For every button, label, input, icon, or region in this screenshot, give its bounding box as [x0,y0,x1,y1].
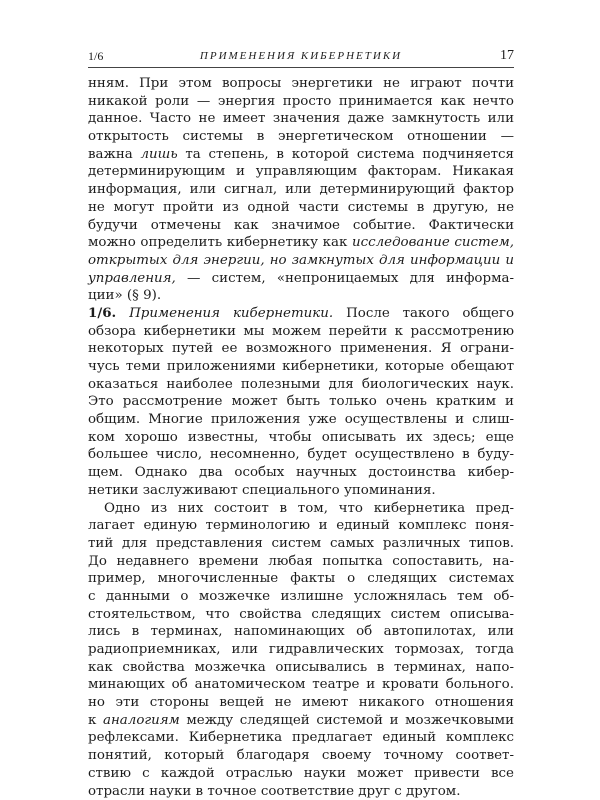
text-segment: Одно из них состоит в том, что кибернетика пред- [104,501,514,516]
text-segment: информация, или сигнал, или детерминирующий фактор [88,182,514,197]
text-line [88,358,514,376]
text-segment: та степень, в которой система подчиняется [178,147,514,162]
text-line [88,694,514,712]
text-segment: пример, многочисленные факты о следящих системах [88,571,514,586]
text-segment: ции» (§ 9). [88,288,161,303]
text-line [88,712,514,730]
text-line [88,376,514,394]
text-segment: лагает единую терминологию и единый комплекс поня- [88,518,514,533]
text-line [88,199,514,217]
text-segment: После такого общего [333,306,514,321]
emphasis-text: Применения кибернетики. [129,306,333,321]
text-segment: нням. При этом вопросы энергетики не играют почти [88,76,514,91]
text-line [88,570,514,588]
emphasis-text: исследование систем, [352,235,514,250]
section-heading-number: 1/6. [88,305,116,321]
text-segment: лись в терминах, напоминающих об автопилотах, или [88,624,514,639]
text-segment: ствию с каждой отраслью науки может привести все [88,766,514,781]
text-segment: — систем, «непроницаемых для информа- [176,271,514,286]
text-segment: отрасли науки в точное соответствие друг с другом. [88,784,460,799]
text-line [88,234,514,252]
text-line [88,482,514,500]
text-segment: обзора кибернетики мы можем перейти к рассмотрению [88,324,514,339]
text-line [88,500,514,518]
text-segment: к [88,713,103,728]
header-rule [88,67,514,68]
text-segment: никакой роли — энергия просто принимается как нечто [88,94,514,109]
section-number: 1/6 [88,46,103,66]
text-segment: с данными о мозжечке излишне усложнялась тем об- [88,589,514,604]
text-line [88,270,514,288]
running-title: ПРИМЕНЕНИЯ КИБЕРНЕТИКИ [88,46,514,66]
text-segment: открытость системы в энергетическом отношении — [88,129,514,144]
text-segment: радиоприемниках, или гидравлических тормозах, тогда [88,642,514,657]
emphasis-text: аналогиям [103,713,180,728]
text-segment: некоторых путей ее возможного применения. Я ограни- [88,341,514,356]
text-segment: можно определить кибернетику как [88,235,352,250]
text-line [88,659,514,677]
text-segment: тий для представления систем самых различных типов. [88,536,514,551]
text-line [88,217,514,235]
text-line [88,553,514,571]
text-line [88,429,514,447]
text-segment [116,306,129,321]
text-segment: нетики заслуживают специального упоминания. [88,483,436,498]
text-line [88,287,514,305]
body-text [88,75,514,800]
text-line [88,765,514,783]
text-line [88,446,514,464]
text-line [88,588,514,606]
text-line [88,606,514,624]
text-line [88,93,514,111]
text-segment: ком хорошо известны, чтобы описывать их здесь; еще [88,430,514,445]
text-line [88,110,514,128]
text-line [88,128,514,146]
text-segment: стоятельством, что свойства следящих систем описыва- [88,607,514,622]
page-number: 17 [500,46,514,66]
text-line [88,340,514,358]
text-line [88,411,514,429]
text-line [88,75,514,93]
text-segment: рефлексами. Кибернетика предлагает единый комплекс [88,730,514,745]
text-segment: детерминирующим и управляющим факторам. Никакая [88,164,514,179]
text-segment: данное. Часто не имеет значения даже замкнутость или [88,111,514,126]
text-segment: оказаться наиболее полезными для биологических наук. [88,377,514,392]
text-line [88,393,514,411]
running-head [88,46,514,66]
text-line [88,181,514,199]
text-segment: будучи отмечены как значимое событие. Фактически [88,218,514,233]
text-line [88,783,514,800]
text-segment: минающих об анатомическом театре и кровати больного. [88,677,514,692]
text-segment: не могут пройти из одной части системы в другую, не [88,200,514,215]
text-line [88,163,514,181]
text-line [88,146,514,164]
emphasis-text: управления, [88,271,176,286]
text-segment: общим. Многие приложения уже осуществлены и слиш- [88,412,514,427]
text-segment: большее число, несомненно, будет осуществлено в буду- [88,447,514,462]
text-line [88,623,514,641]
text-segment: понятий, который благодаря своему точному соответ- [88,748,514,763]
text-line [88,517,514,535]
emphasis-text: лишь [141,147,178,162]
text-segment: Это рассмотрение может быть только очень кратким и [88,394,514,409]
text-line [88,323,514,341]
text-segment: как свойства мозжечка описывались в терминах, напо- [88,660,514,675]
text-segment: чусь теми приложениями кибернетики, которые обещают [88,359,514,374]
text-line [88,464,514,482]
text-segment: До недавнего времени любая попытка сопоставить, на- [88,554,514,569]
text-line [88,729,514,747]
emphasis-text: открытых для энергии, но замкнутых для информации и [88,253,514,268]
text-line [88,305,514,323]
text-segment: но эти стороны вещей не имеют никакого отношения [88,695,514,710]
text-line [88,641,514,659]
text-line [88,252,514,270]
text-line [88,676,514,694]
text-segment: важна [88,147,141,162]
text-segment: между следящей системой и мозжечковыми [180,713,514,728]
text-segment: щем. Однако два особых научных достоинства кибер- [88,465,514,480]
text-line [88,535,514,553]
